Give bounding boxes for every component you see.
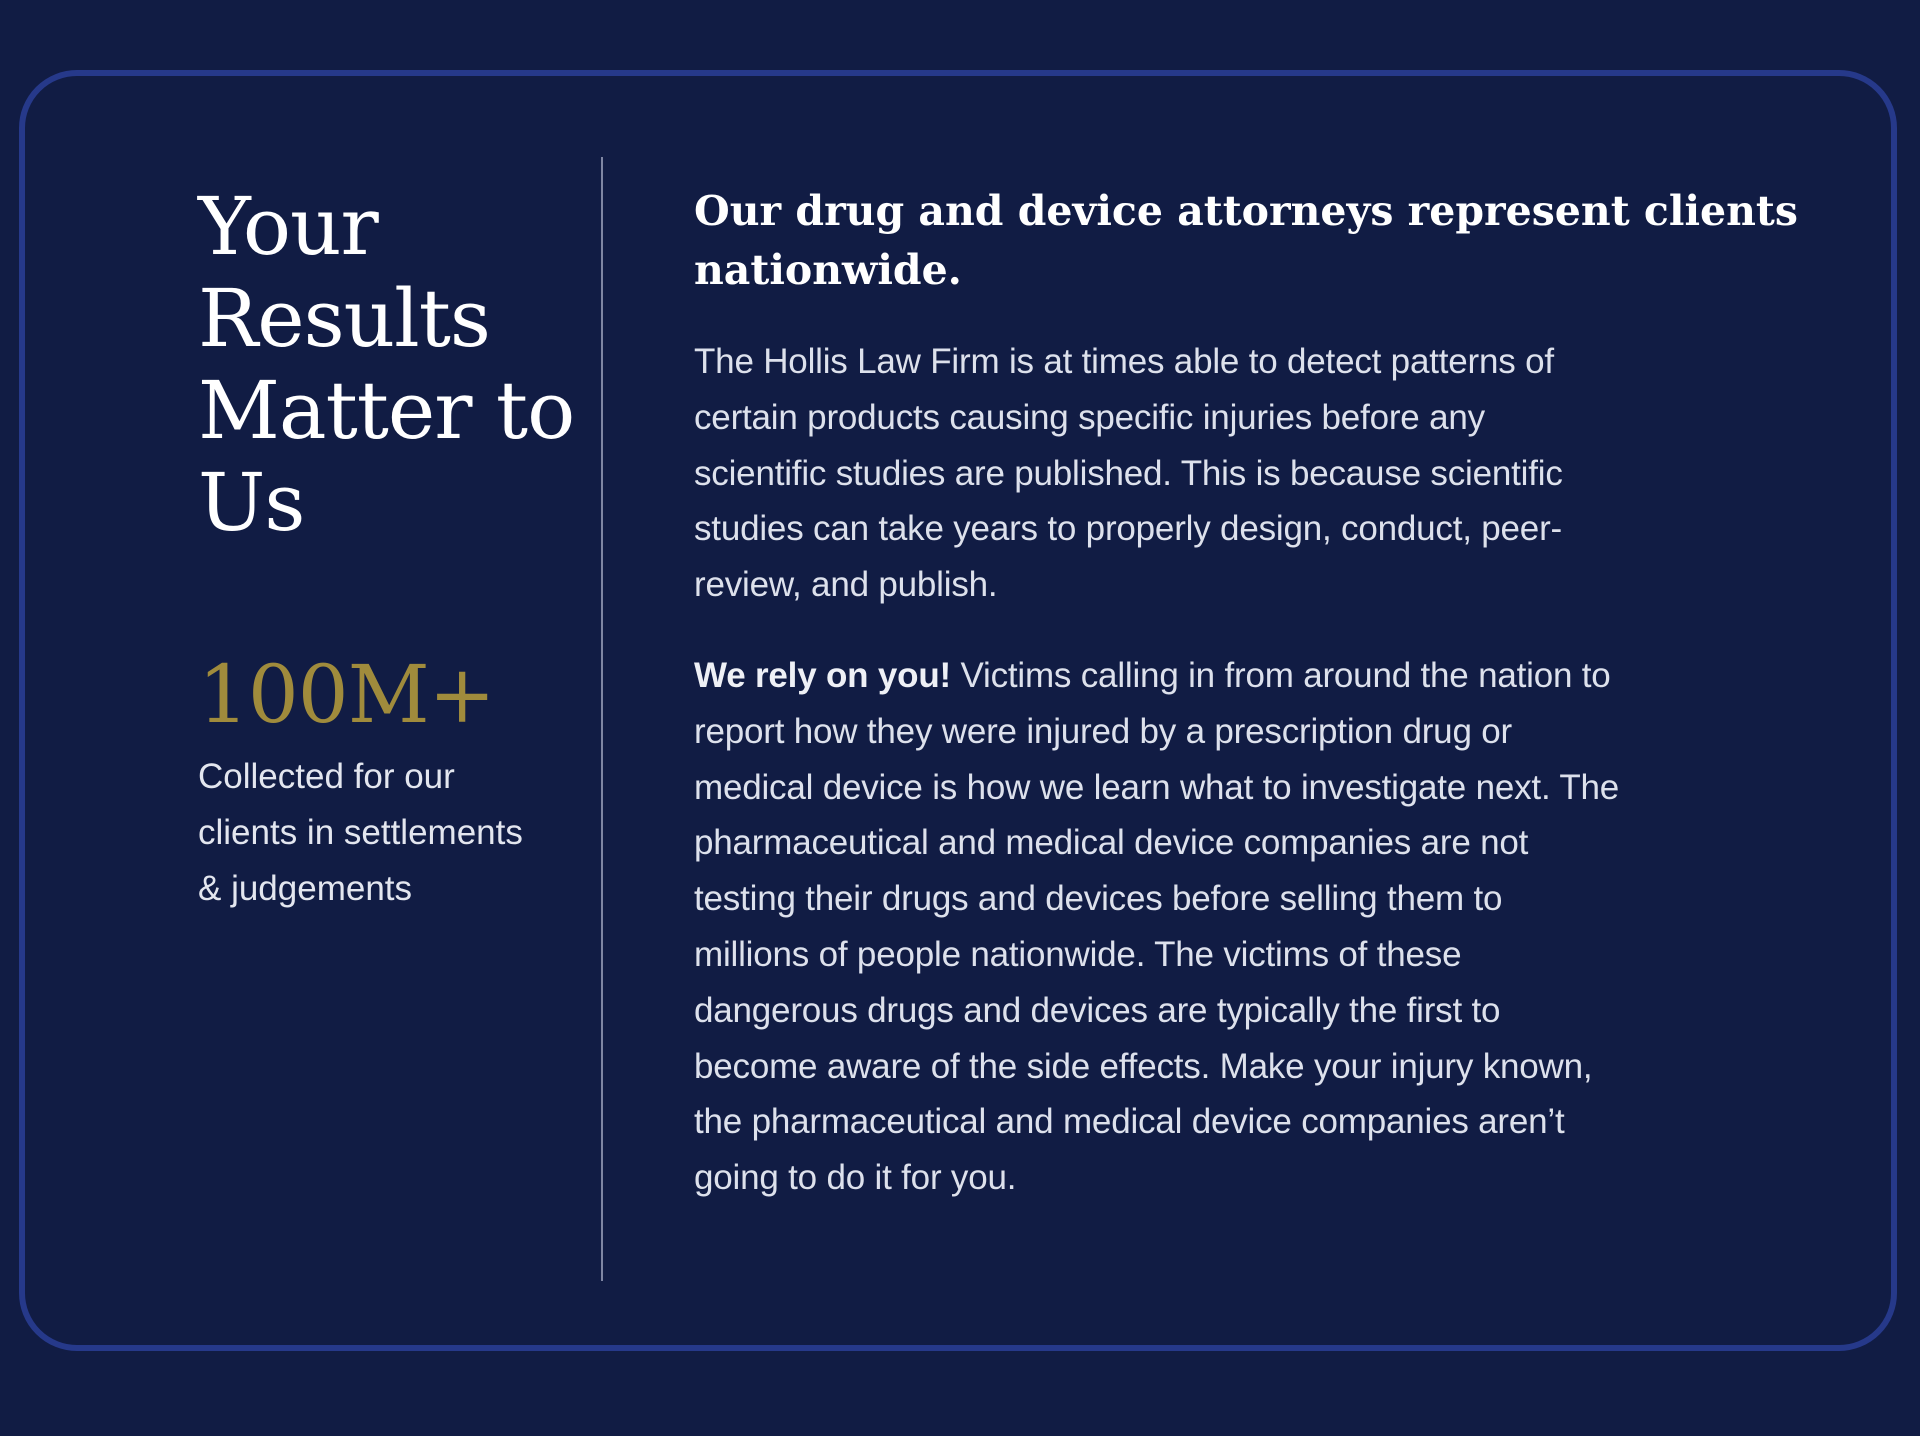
headline-line: Us: [198, 456, 305, 549]
stat-caption-line: Collected for our: [198, 757, 455, 796]
subheading-line: Our drug and device attorneys represent clients: [694, 187, 1798, 235]
paragraph-line-rest: Victims calling in from around the nation to: [950, 655, 1611, 695]
paragraph-line: dangerous drugs and devices are typically the first to: [694, 990, 1501, 1030]
paragraph-line: medical device is how we learn what to investigate next. The: [694, 767, 1620, 807]
headline-line: Matter to: [198, 364, 575, 457]
paragraph-line: review, and publish.: [694, 565, 998, 605]
subheading-line: nationwide.: [694, 246, 962, 294]
paragraph-line: pharmaceutical and medical device companies are not: [694, 823, 1529, 863]
paragraph-rely-on-you: [694, 648, 1764, 1206]
paragraph-line: studies can take years to properly design, conduct, peer-: [694, 509, 1562, 549]
paragraph-patterns: [694, 334, 1764, 613]
headline-line: Results: [198, 272, 490, 365]
practice-subheading: [694, 182, 1798, 300]
paragraph-line: testing their drugs and devices before selling them to: [694, 879, 1503, 919]
paragraph-lead: We rely on you!: [694, 655, 951, 695]
paragraph-line: become aware of the side effects. Make your injury known,: [694, 1046, 1593, 1086]
section-headline: [198, 181, 598, 549]
paragraph-line: going to do it for you.: [694, 1158, 1017, 1198]
stat-caption: [198, 749, 598, 917]
paragraph-line: certain products causing specific injuries before any: [694, 397, 1485, 437]
headline-line: Your: [198, 180, 378, 273]
paragraph-line: The Hollis Law Firm is at times able to detect patterns of: [694, 342, 1554, 381]
vertical-divider: [601, 157, 603, 1281]
paragraph-line: scientific studies are published. This is because scientific: [694, 453, 1563, 493]
paragraph-line: millions of people nationwide. The victims of these: [694, 934, 1462, 974]
results-card: [19, 70, 1897, 1351]
paragraph-line: the pharmaceutical and medical device companies aren’t: [694, 1102, 1565, 1142]
paragraph-line: report how they were injured by a prescription drug or: [694, 711, 1512, 751]
stat-value: 100M+: [198, 648, 495, 741]
practice-description: [694, 182, 1798, 1206]
stat-caption-line: & judgements: [198, 869, 413, 908]
stat-caption-line: clients in settlements: [198, 813, 523, 852]
results-summary: [198, 181, 598, 917]
paragraph-line: [694, 648, 1764, 704]
